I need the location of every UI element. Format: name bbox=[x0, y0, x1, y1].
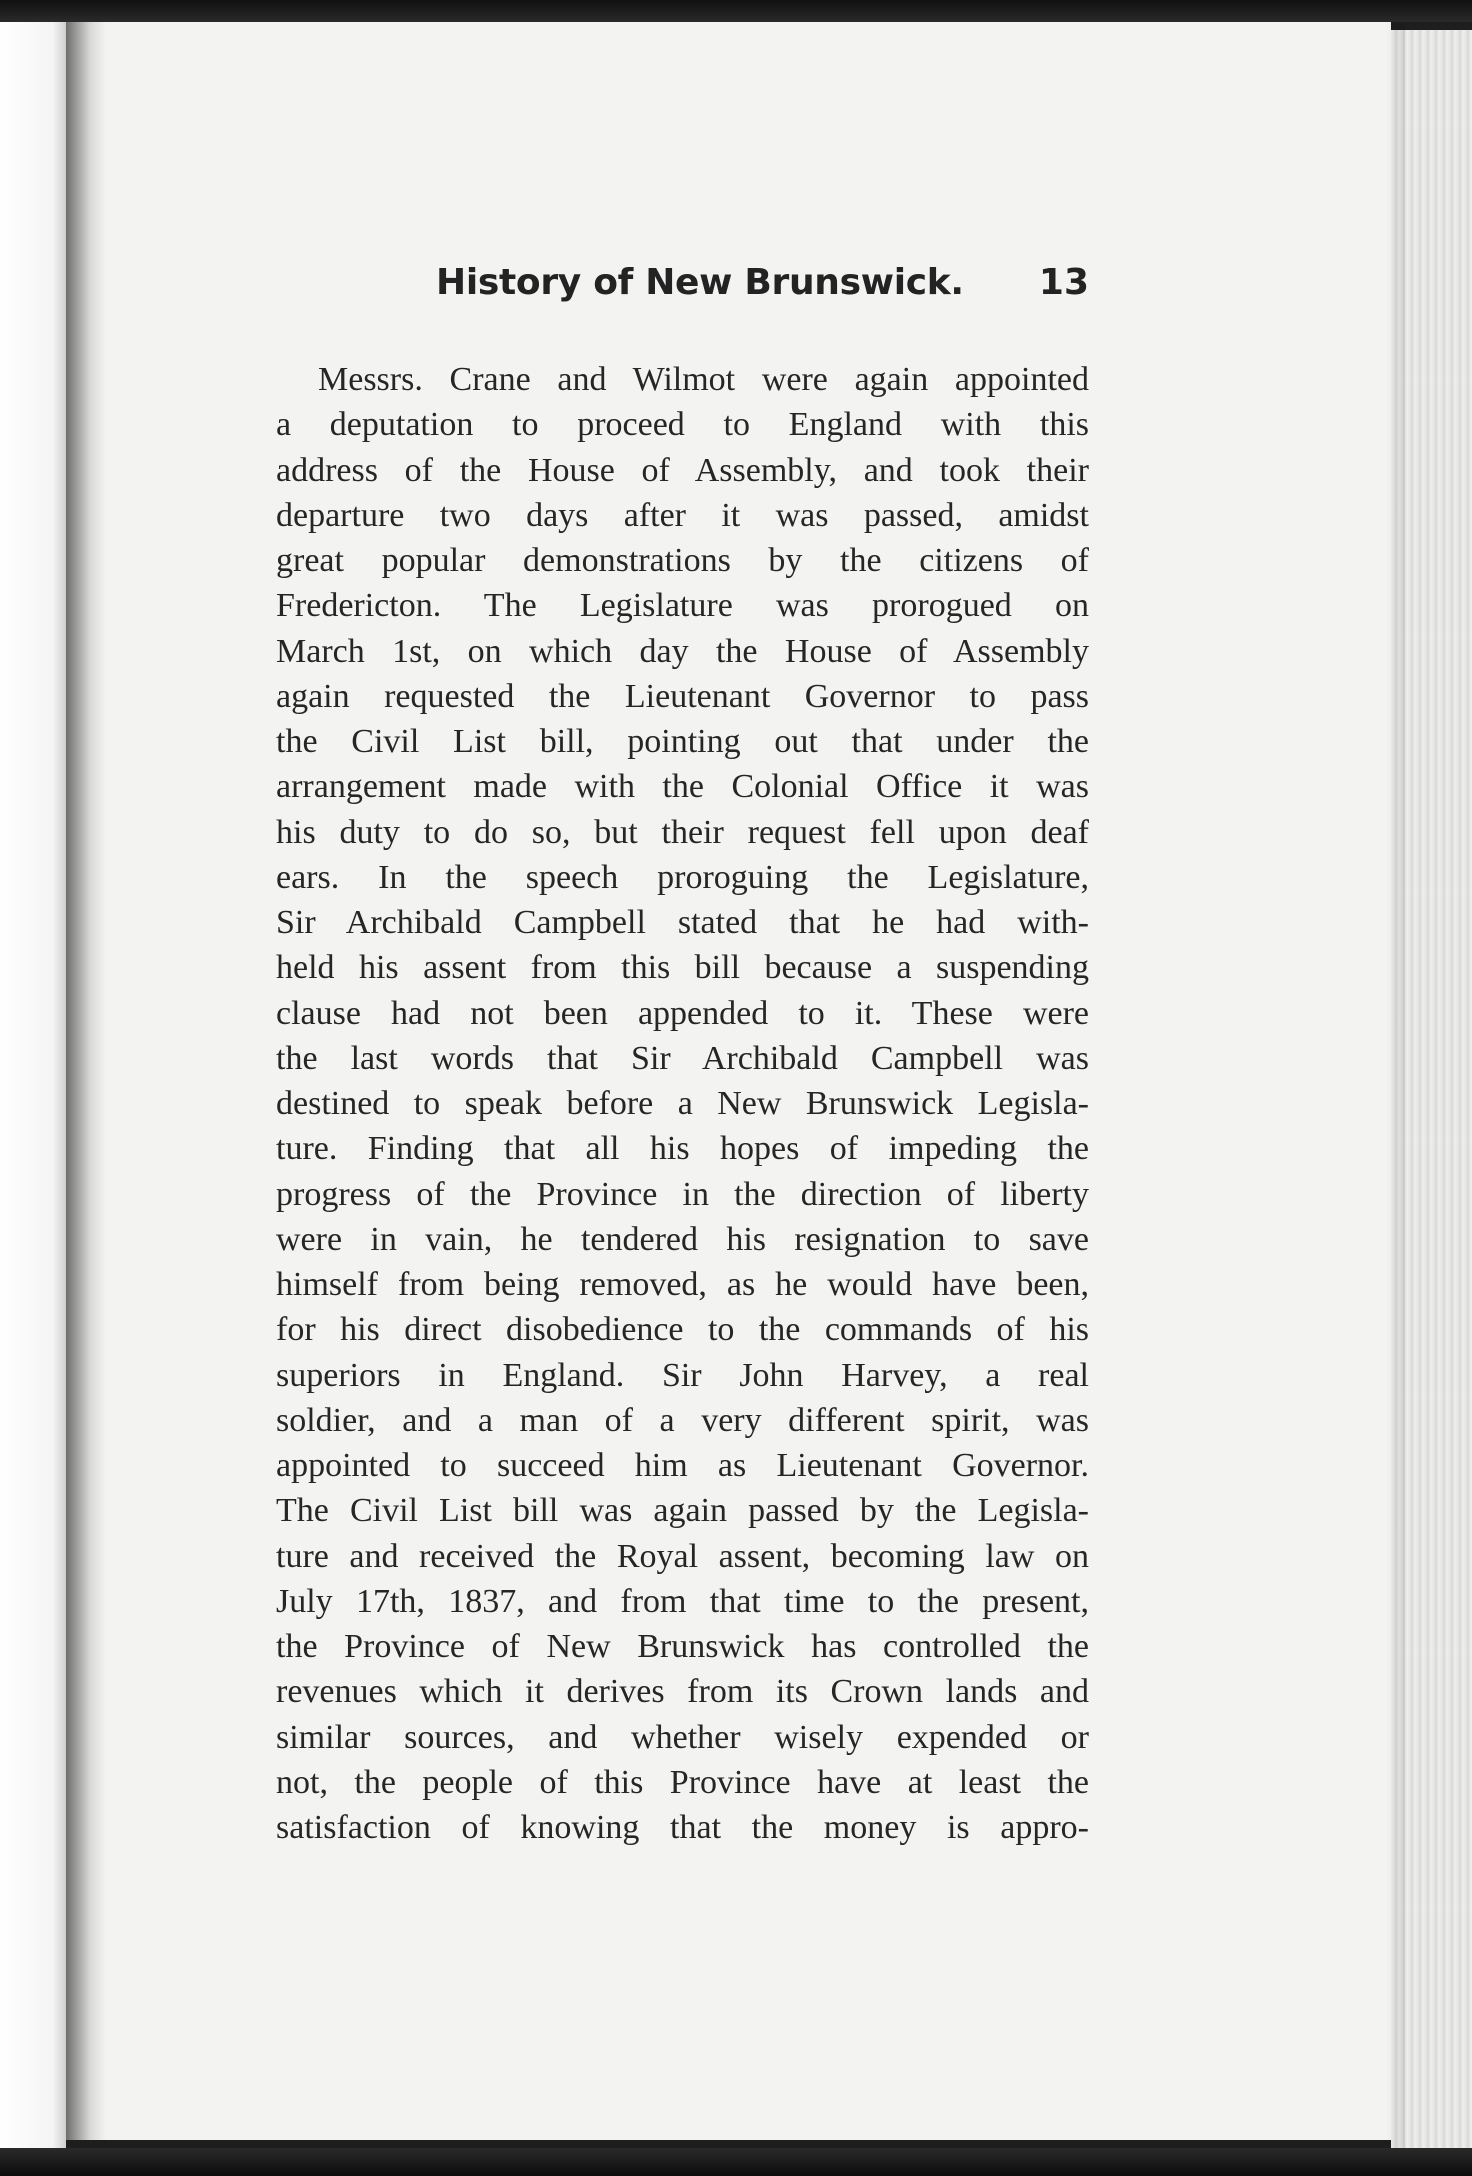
page-number: 13 bbox=[1038, 262, 1089, 303]
text-line: Sir Archibald Campbell stated that he had with- bbox=[276, 904, 1089, 941]
text-line: departure two days after it was passed, amidst bbox=[276, 496, 1089, 534]
text-line: soldier, and a man of a very different spirit, was bbox=[276, 1401, 1089, 1439]
text-line: destined to speak before a New Brunswick Legisla- bbox=[276, 1085, 1089, 1122]
text-line: address of the House of Assembly, and took their bbox=[276, 451, 1089, 489]
text-line: again requested the Lieutenant Governor to pass bbox=[276, 677, 1089, 715]
text-line: were in vain, he tendered his resignation to save bbox=[276, 1220, 1089, 1258]
text-line: his duty to do so, but their request fell upon deaf bbox=[276, 813, 1089, 851]
body-paragraph bbox=[276, 357, 1089, 1850]
text-line: a deputation to proceed to England with this bbox=[276, 406, 1089, 444]
text-line: satisfaction of knowing that the money is appro- bbox=[276, 1809, 1089, 1846]
scan-bottom-border bbox=[0, 2148, 1472, 2176]
page-edge-shadow bbox=[1385, 22, 1405, 2148]
text-line: March 1st, on which day the House of Assembly bbox=[276, 632, 1089, 670]
text-line: progress of the Province in the direction of liberty bbox=[276, 1175, 1089, 1213]
text-line: July 17th, 1837, and from that time to the present, bbox=[276, 1582, 1089, 1620]
running-header bbox=[276, 262, 1089, 322]
text-line: held his assent from this bill because a suspending bbox=[276, 949, 1089, 987]
text-line: ears. In the speech proroguing the Legislature, bbox=[276, 858, 1089, 896]
text-line: Messrs. Crane and Wilmot were again appointed bbox=[318, 361, 1089, 398]
text-line: ture and received the Royal assent, becoming law on bbox=[276, 1537, 1089, 1575]
text-line: arrangement made with the Colonial Office it was bbox=[276, 768, 1089, 806]
text-line: appointed to succeed him as Lieutenant Governor. bbox=[276, 1447, 1089, 1484]
text-line: revenues which it derives from its Crown lands and bbox=[276, 1673, 1089, 1711]
text-line: for his direct disobedience to the commands of his bbox=[276, 1311, 1089, 1349]
text-line: similar sources, and whether wisely expended or bbox=[276, 1718, 1089, 1756]
text-line: the Province of New Brunswick has controlled the bbox=[276, 1628, 1089, 1665]
scan-top-border bbox=[0, 0, 1472, 22]
text-line: superiors in England. Sir John Harvey, a real bbox=[276, 1356, 1089, 1394]
text-line: not, the people of this Province have at least the bbox=[276, 1763, 1089, 1801]
text-line: ture. Finding that all his hopes of impeding the bbox=[276, 1130, 1089, 1168]
text-line: The Civil List bill was again passed by the Legisla- bbox=[276, 1492, 1089, 1530]
text-line: great popular demonstrations by the citizens of bbox=[276, 542, 1089, 579]
text-line: the Civil List bill, pointing out that under the bbox=[276, 723, 1089, 760]
gutter-shadow bbox=[66, 22, 106, 2140]
facing-page-edge bbox=[0, 22, 66, 2148]
text-line: himself from being removed, as he would have been, bbox=[276, 1266, 1089, 1303]
text-line: clause had not been appended to it. These were bbox=[276, 994, 1089, 1032]
text-line: the last words that Sir Archibald Campbell was bbox=[276, 1039, 1089, 1077]
text-line: Fredericton. The Legislature was prorogued on bbox=[276, 587, 1089, 625]
running-title: History of New Brunswick. bbox=[436, 262, 964, 303]
